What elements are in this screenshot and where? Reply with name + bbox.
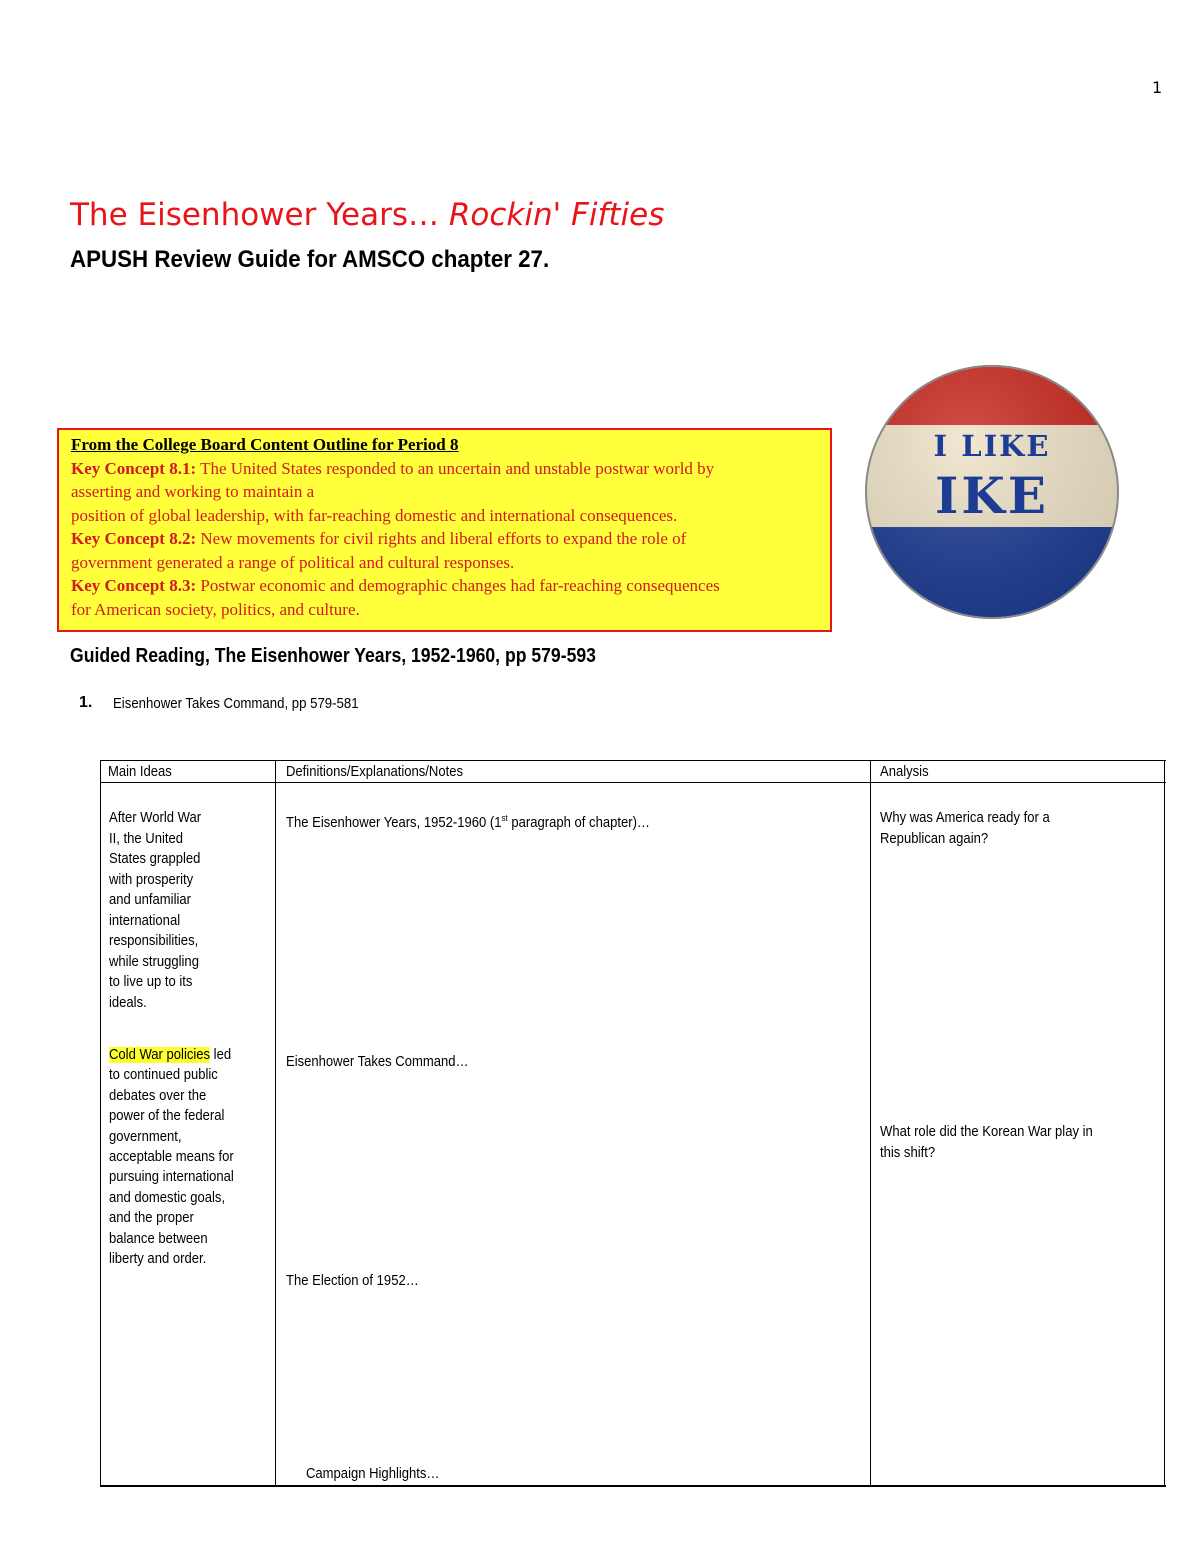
main-idea-line: to continued public	[109, 1067, 218, 1084]
main-idea-line: power of the federal	[109, 1108, 225, 1125]
analysis-line: Why was America ready for a	[880, 810, 1050, 826]
button-text-line1: I LIKE	[933, 429, 1051, 463]
key-concept-8-1-line2: asserting and working to maintain a	[71, 482, 315, 501]
main-idea-line: government,	[109, 1128, 182, 1145]
main-idea-line: while struggling	[109, 953, 199, 970]
key-concept-8-3-text: Postwar economic and demographic changes had far-reaching consequences	[196, 576, 720, 595]
title-main: The Eisenhower Years…	[70, 197, 449, 233]
concept-box-heading: From the College Board Content Outline for Period 8	[71, 435, 459, 454]
key-concept-8-2-label: Key Concept 8.2:	[71, 529, 197, 548]
key-concept-8-1-line3: position of global leadership, with far-reaching domestic and international consequences.	[71, 505, 678, 525]
analysis-line: this shift?	[880, 1144, 936, 1161]
table-left-border	[100, 760, 101, 1487]
header-analysis: Analysis	[880, 764, 929, 780]
header-main-ideas: Main Ideas	[108, 764, 172, 780]
main-idea-line: and domestic goals,	[109, 1189, 226, 1206]
main-idea-line: to live up to its	[109, 974, 193, 990]
key-concept-8-1-label: Key Concept 8.1:	[71, 458, 197, 478]
main-idea-line: with prosperity	[109, 871, 194, 888]
analysis-question-1	[880, 808, 1050, 849]
table-bottom-border	[100, 1485, 1166, 1487]
main-idea-line: debates over the	[109, 1087, 207, 1104]
college-board-concept-box	[57, 428, 832, 632]
document-title	[70, 197, 664, 233]
header-divider	[100, 782, 1166, 783]
note-takes-command: Eisenhower Takes Command…	[286, 1054, 469, 1070]
analysis-line: Republican again?	[880, 830, 989, 847]
column-divider-1	[275, 760, 276, 1487]
key-concept-8-3-line2: for American society, politics, and culture.	[71, 599, 360, 619]
key-concept-8-2-line1	[71, 527, 818, 551]
key-concept-8-2-line2: government generated a range of political and cultural responses.	[71, 552, 515, 572]
guided-reading-heading: Guided Reading, The Eisenhower Years, 1952-1960, pp 579-593	[70, 645, 596, 667]
key-concept-8-2-text: New movements for civil rights and liberal efforts to expand the role of	[196, 529, 687, 548]
main-idea-text: led	[210, 1047, 232, 1063]
highlighted-term: Cold War policies	[109, 1047, 211, 1063]
main-idea-line: international	[109, 912, 181, 929]
analysis-line: What role did the Korean War play in	[880, 1124, 1093, 1140]
note-campaign-highlights: Campaign Highlights…	[306, 1466, 440, 1482]
main-idea-line: acceptable means for	[109, 1149, 234, 1166]
title-italic: Rockin' Fifties	[448, 197, 665, 233]
main-idea-line	[109, 1045, 234, 1065]
main-idea-line: liberty and order.	[109, 1251, 207, 1268]
main-idea-line: and the proper	[109, 1210, 194, 1227]
note-text: The Eisenhower Years, 1952-1960 (1	[286, 814, 502, 831]
note-eisenhower-years	[286, 808, 650, 833]
note-superscript: st	[501, 813, 508, 823]
note-election-1952: The Election of 1952…	[286, 1273, 419, 1289]
main-idea-line: ideals.	[109, 994, 147, 1011]
i-like-ike-button-image	[862, 363, 1122, 621]
main-idea-line: States grappled	[109, 851, 201, 867]
analysis-question-2	[880, 1122, 1093, 1163]
main-ideas-block-1	[109, 808, 201, 1013]
key-concept-8-3-label: Key Concept 8.3:	[71, 576, 197, 595]
main-idea-line: and unfamiliar	[109, 892, 191, 908]
key-concept-8-1-text: The United States responded to an uncertain and unstable postwar world by	[196, 458, 715, 478]
notes-table	[100, 760, 1166, 1488]
button-text-line2: IKE	[935, 466, 1049, 525]
document-subtitle: APUSH Review Guide for AMSCO chapter 27.	[70, 246, 550, 273]
main-idea-line: balance between	[109, 1230, 208, 1247]
table-right-border	[1164, 760, 1165, 1487]
main-idea-line: responsibilities,	[109, 933, 199, 949]
main-ideas-block-2	[109, 1045, 234, 1269]
column-divider-2	[870, 760, 871, 1487]
main-idea-line: After World War	[109, 810, 202, 826]
main-idea-line: II, the United	[109, 830, 183, 847]
section-title: Eisenhower Takes Command, pp 579-581	[113, 695, 359, 712]
table-top-border	[100, 760, 1166, 761]
key-concept-8-3-line1	[71, 574, 818, 598]
page-number: 1	[1152, 78, 1163, 97]
main-idea-line: pursuing international	[109, 1169, 234, 1186]
section-number: 1.	[79, 694, 93, 711]
key-concept-8-1-line1	[71, 457, 818, 481]
note-text: paragraph of chapter)…	[507, 814, 650, 831]
header-definitions: Definitions/Explanations/Notes	[286, 764, 464, 780]
